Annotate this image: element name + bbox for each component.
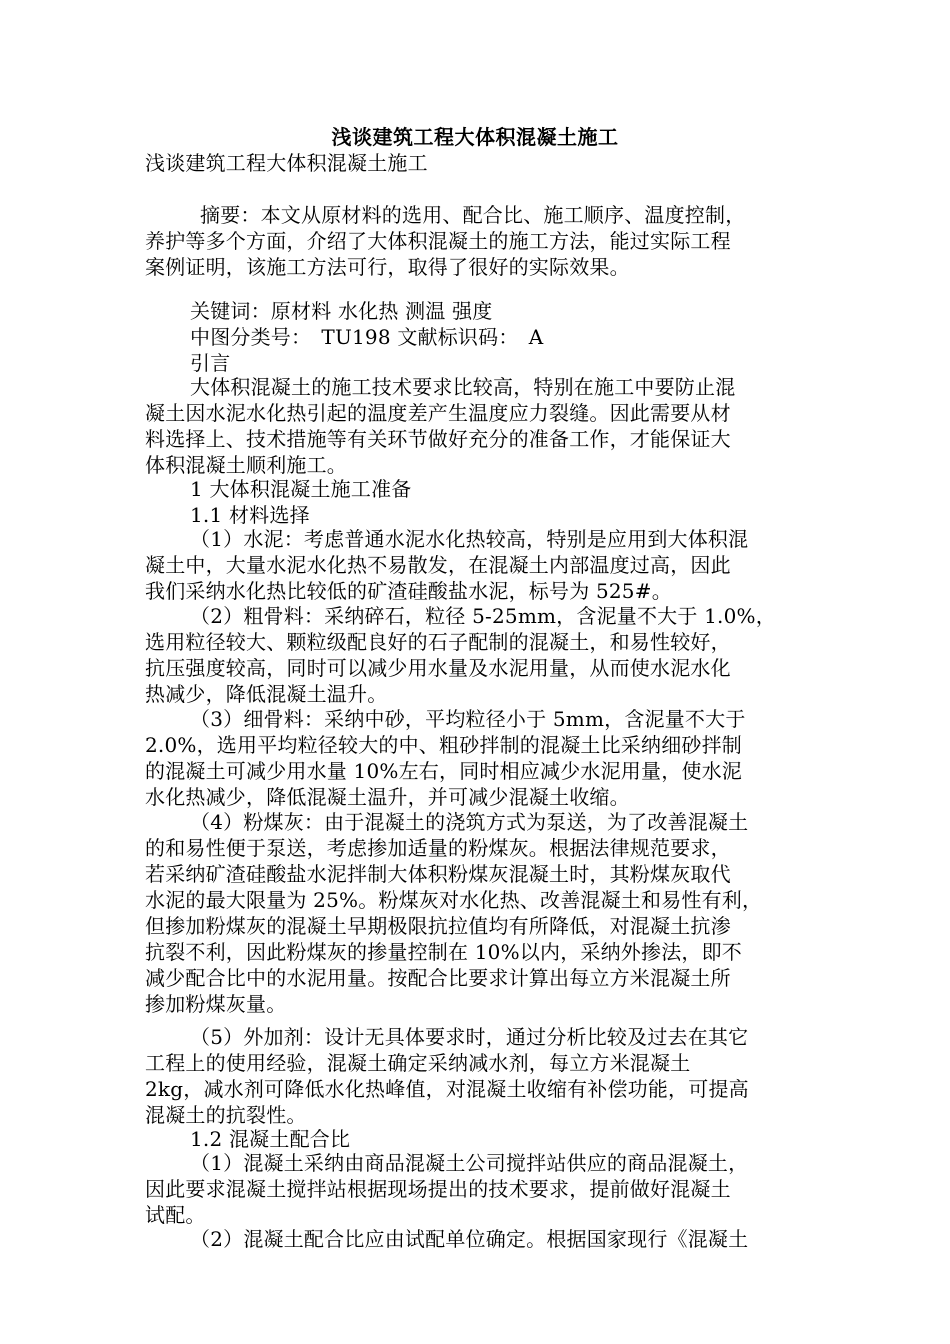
text-line: 2.0%，选用平均粒径较大的中、粗砂拌制的混凝土比采纳细砂拌制 — [145, 733, 743, 757]
text-line: 凝土因水泥水化热引起的温度差产生温度应力裂缝。因此需要从材 — [145, 401, 731, 425]
text-line: 热减少，降低混凝土温升。 — [145, 682, 388, 706]
text-line: 抗压强度较高，同时可以减少用水量及水泥用量，从而使水泥水化 — [145, 656, 731, 680]
text-line: 中图分类号： TU198 文献标识码： A — [190, 325, 544, 349]
text-line: 抗裂不利，因此粉煤灰的掺量控制在 10%以内，采纳外掺法，即不 — [145, 940, 743, 964]
text-line: 摘要：本文从原材料的选用、配合比、施工顺序、温度控制， — [200, 203, 746, 227]
text-line: 试配。 — [145, 1203, 206, 1227]
text-line: （2）粗骨料：采纳碎石，粒径 5-25mm，含泥量不大于 1.0%， — [190, 604, 776, 628]
text-line: （2）混凝土配合比应由试配单位确定。根据国家现行《混凝土 — [190, 1227, 749, 1251]
text-line: 关键词：原材料 水化热 测温 强度 — [190, 299, 493, 323]
text-line: 1.1 材料选择 — [190, 503, 310, 527]
text-line: （5）外加剂：设计无具体要求时，通过分析比较及过去在其它 — [190, 1025, 749, 1049]
text-line: 体积混凝土顺利施工。 — [145, 453, 347, 477]
text-line: 的和易性便于泵送，考虑掺加适量的粉煤灰。根据法律规范要求， — [145, 836, 731, 860]
text-line: 凝土中，大量水泥水化热不易散发，在混凝土内部温度过高，因此 — [145, 553, 731, 577]
document-title: 浅谈建筑工程大体积混凝土施工 — [331, 125, 619, 149]
text-line: 水化热减少，降低混凝土温升，并可减少混凝土收缩。 — [145, 785, 630, 809]
text-line: 2kg，减水剂可降低水化热峰值，对混凝土收缩有补偿功能，可提高 — [145, 1077, 749, 1101]
text-line: 案例证明，该施工方法可行，取得了很好的实际效果。 — [145, 255, 630, 279]
text-line: 1.2 混凝土配合比 — [190, 1127, 351, 1151]
text-line: 的混凝土可减少用水量 10%左右，同时相应减少水泥用量，使水泥 — [145, 759, 743, 783]
text-line: （1）水泥：考虑普通水泥水化热较高，特别是应用到大体积混 — [190, 527, 749, 551]
text-line: （1）混凝土采纳由商品混凝土公司搅拌站供应的商品混凝土， — [190, 1151, 749, 1175]
text-line: 但掺加粉煤灰的混凝土早期极限抗拉值均有所降低，对混凝土抗渗 — [145, 914, 731, 938]
text-line: 引言 — [190, 351, 231, 375]
text-line: 我们采纳水化热比较低的矿渣硅酸盐水泥，标号为 525#。 — [145, 579, 672, 603]
text-line: 选用粒径较大、颗粒级配良好的石子配制的混凝土，和易性较好， — [145, 630, 731, 654]
text-line: 掺加粉煤灰量。 — [145, 992, 287, 1016]
text-line: 减少配合比中的水泥用量。按配合比要求计算出每立方米混凝土所 — [145, 966, 731, 990]
text-line: 工程上的使用经验，混凝土确定采纳减水剂，每立方米混凝土 — [145, 1051, 691, 1075]
text-line: （4）粉煤灰：由于混凝土的浇筑方式为泵送，为了改善混凝土 — [190, 810, 749, 834]
text-line: 若采纳矿渣硅酸盐水泥拌制大体积粉煤灰混凝土时，其粉煤灰取代 — [145, 862, 731, 886]
text-line: 大体积混凝土的施工技术要求比较高，特别在施工中要防止混 — [190, 375, 736, 399]
text-line: 浅谈建筑工程大体积混凝土施工 — [145, 151, 428, 175]
text-line: （3）细骨料：采纳中砂，平均粒径小于 5mm，含泥量不大于 — [190, 707, 746, 731]
text-line: 1 大体积混凝土施工准备 — [190, 477, 412, 501]
text-line: 养护等多个方面，介绍了大体积混凝土的施工方法，能过实际工程 — [145, 229, 731, 253]
text-line: 因此要求混凝土搅拌站根据现场提出的技术要求，提前做好混凝土 — [145, 1177, 731, 1201]
text-line: 料选择上、技术措施等有关环节做好充分的准备工作，才能保证大 — [145, 427, 731, 451]
text-line: 混凝土的抗裂性。 — [145, 1103, 307, 1127]
text-line: 水泥的最大限量为 25%。粉煤灰对水化热、改善混凝土和易性有利， — [145, 888, 763, 912]
